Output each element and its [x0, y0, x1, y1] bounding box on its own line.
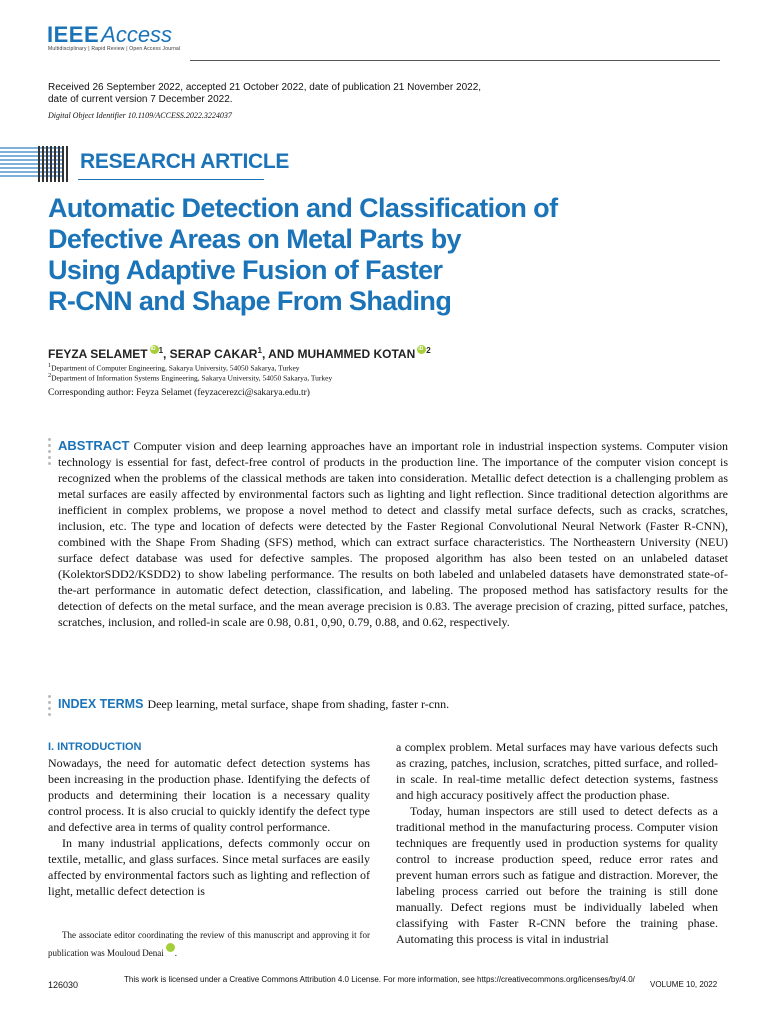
affiliation	[48, 362, 300, 373]
affiliation-number: 2	[48, 372, 52, 379]
journal-logo	[47, 22, 172, 48]
index-terms-label: INDEX TERMS	[58, 697, 144, 711]
author-affiliation-mark: 1	[257, 346, 262, 355]
paper-title	[48, 193, 568, 317]
paragraph: a complex problem. Metal surfaces may have various defects such as crazing, patches, inclusion, scratches, pitted surface, and rolled-in scale. In real-time metallic defect detection systems, fastness and high accuracy positively affect the production phase.	[396, 740, 718, 802]
logo-access: Access	[101, 22, 173, 47]
dates-line-1: Received 26 September 2022, accepted 21 October 2022, date of publication 21 November 2022,	[48, 82, 482, 93]
affiliation-text: Department of Computer Engineering, Sakarya University, 54050 Sakarya, Turkey	[51, 363, 300, 373]
abstract-text: Computer vision and deep learning approaches have an important role in industrial inspection systems. Computer vision technology is essential for fast, defect-free control of products in the production line. The importance of the computer vision concept is recognized when the problems of the classical methods are taken into consideration. Metallic defect detection is a challenging problem as metal surfaces are easily affected by environmental factors such as lighting and light reflection. Since traditional detection algorithms are inefficient in complex problems, we propose a novel method to detect and classify metal surface defects, such as cracks, scratches, inclusion, etc. The type and location of defects were detected by the Faster Regional Convolutional Neural Network (Faster R-CNN), combined with the Shape From Shading (SFS) method, which can extract surface characteristics. The Northeastern University (NEU) surface defect database was used for defective samples. The proposed algorithm has also been tested on an unlabeled dataset (KolektorSDD2/KSDD2) to show labeling performance. The results on both labeled and unlabeled datasets have demonstrated state-of-the-art performance in automatic defect detection, classification, and labeling. The proposed method has satisfactory results for the detection of defects on the metal surface, and the mean average precision is 0.83. The average precision of crazing, pitted surface, patches, scratches, inclusion, and rolled-in scale are 0.98, 0.81, 0,90, 0.79, 0.88, and 0.62, respectively.	[58, 439, 728, 629]
abstract	[58, 438, 728, 630]
banner-decoration-bars	[38, 146, 74, 182]
index-terms	[58, 697, 449, 712]
body-column-right	[396, 739, 718, 947]
affiliation-number: 1	[48, 362, 52, 369]
section-heading: I. INTRODUCTION	[48, 741, 142, 753]
index-terms-dots-icon	[48, 695, 51, 719]
license-notice[interactable]: This work is licensed under a Creative Commons Attribution 4.0 License. For more information, see https://creativecommons.org/licenses/by/4.0/	[124, 975, 635, 984]
paragraph: In many industrial applications, defects commonly occur on textile, metallic, and glass surfaces. Since metal surfaces are easily affected by environmental factors such as lighting and reflection of light, metallic defect detection is	[48, 836, 370, 898]
title-line: Automatic Detection and Classification of	[48, 193, 558, 223]
orcid-icon[interactable]	[417, 345, 426, 354]
affiliation-text: Department of Information Systems Engineering, Sakarya University, 54050 Sakarya, Turkey	[51, 373, 333, 383]
orcid-icon[interactable]	[150, 345, 159, 354]
page-number: 126030	[48, 980, 79, 990]
volume-label: VOLUME 10, 2022	[650, 980, 718, 989]
dates-line-2: date of current version 7 December 2022.	[48, 94, 233, 105]
doi[interactable]: Digital Object Identifier 10.1109/ACCESS.2022.3224037	[48, 111, 232, 120]
editor-footnote	[48, 928, 370, 961]
abstract-label: ABSTRACT	[58, 438, 130, 453]
title-line: Using Adaptive Fusion of Faster	[48, 255, 443, 285]
paragraph: Today, human inspectors are still used to detect defects as a traditional method in the manufacturing process. Computer vision techniques are frequently used in production systems for quality control to increase production speed, reduce error rates and prevent human errors such as fatigue and distraction. Morever, the labeling process carried out before the training is still done manually. Defect regions must be individually labeled when classifying with Faster R-CNN before the training phase. Automating this process is vital in industrial	[396, 804, 718, 946]
journal-tagline: Multidisciplinary | Rapid Review | Open Access Journal	[48, 46, 181, 52]
author-name: FEYZA SELAMET	[48, 347, 148, 361]
title-line: Defective Areas on Metal Parts by	[48, 224, 461, 254]
author-name: , AND MUHAMMED KOTAN	[261, 347, 416, 361]
body-column-left	[48, 739, 370, 899]
title-line: R-CNN and Shape From Shading	[48, 286, 452, 316]
author-affiliation-mark: 1	[158, 346, 164, 355]
banner-underline	[78, 179, 264, 180]
author-affiliation-mark: 2	[426, 346, 431, 355]
corresponding-author: Corresponding author: Feyza Selamet (feyzacerezci@sakarya.edu.tr)	[48, 388, 310, 398]
abstract-dots-icon	[48, 438, 51, 468]
article-type-label: RESEARCH ARTICLE	[80, 150, 290, 173]
author-list	[48, 345, 431, 361]
orcid-icon[interactable]	[166, 943, 175, 952]
affiliation	[48, 372, 332, 383]
footnote-text: The associate editor coordinating the review of this manuscript and approving it for publication was Mouloud Denai	[48, 930, 370, 958]
index-terms-text: Deep learning, metal surface, shape from shading, faster r-cnn.	[147, 697, 450, 711]
logo-ieee: IEEE	[47, 22, 100, 47]
paragraph: Nowadays, the need for automatic defect detection systems has been increasing in the production phase. Identifying the defects of products and determining their location is a necessary quality control process. It is also crucial to quickly identify the defect type and defective area in terms of quality control performance.	[48, 756, 370, 834]
author-name: , SERAP CAKAR	[163, 347, 258, 361]
publication-dates	[48, 82, 488, 106]
header-rule	[190, 60, 720, 61]
